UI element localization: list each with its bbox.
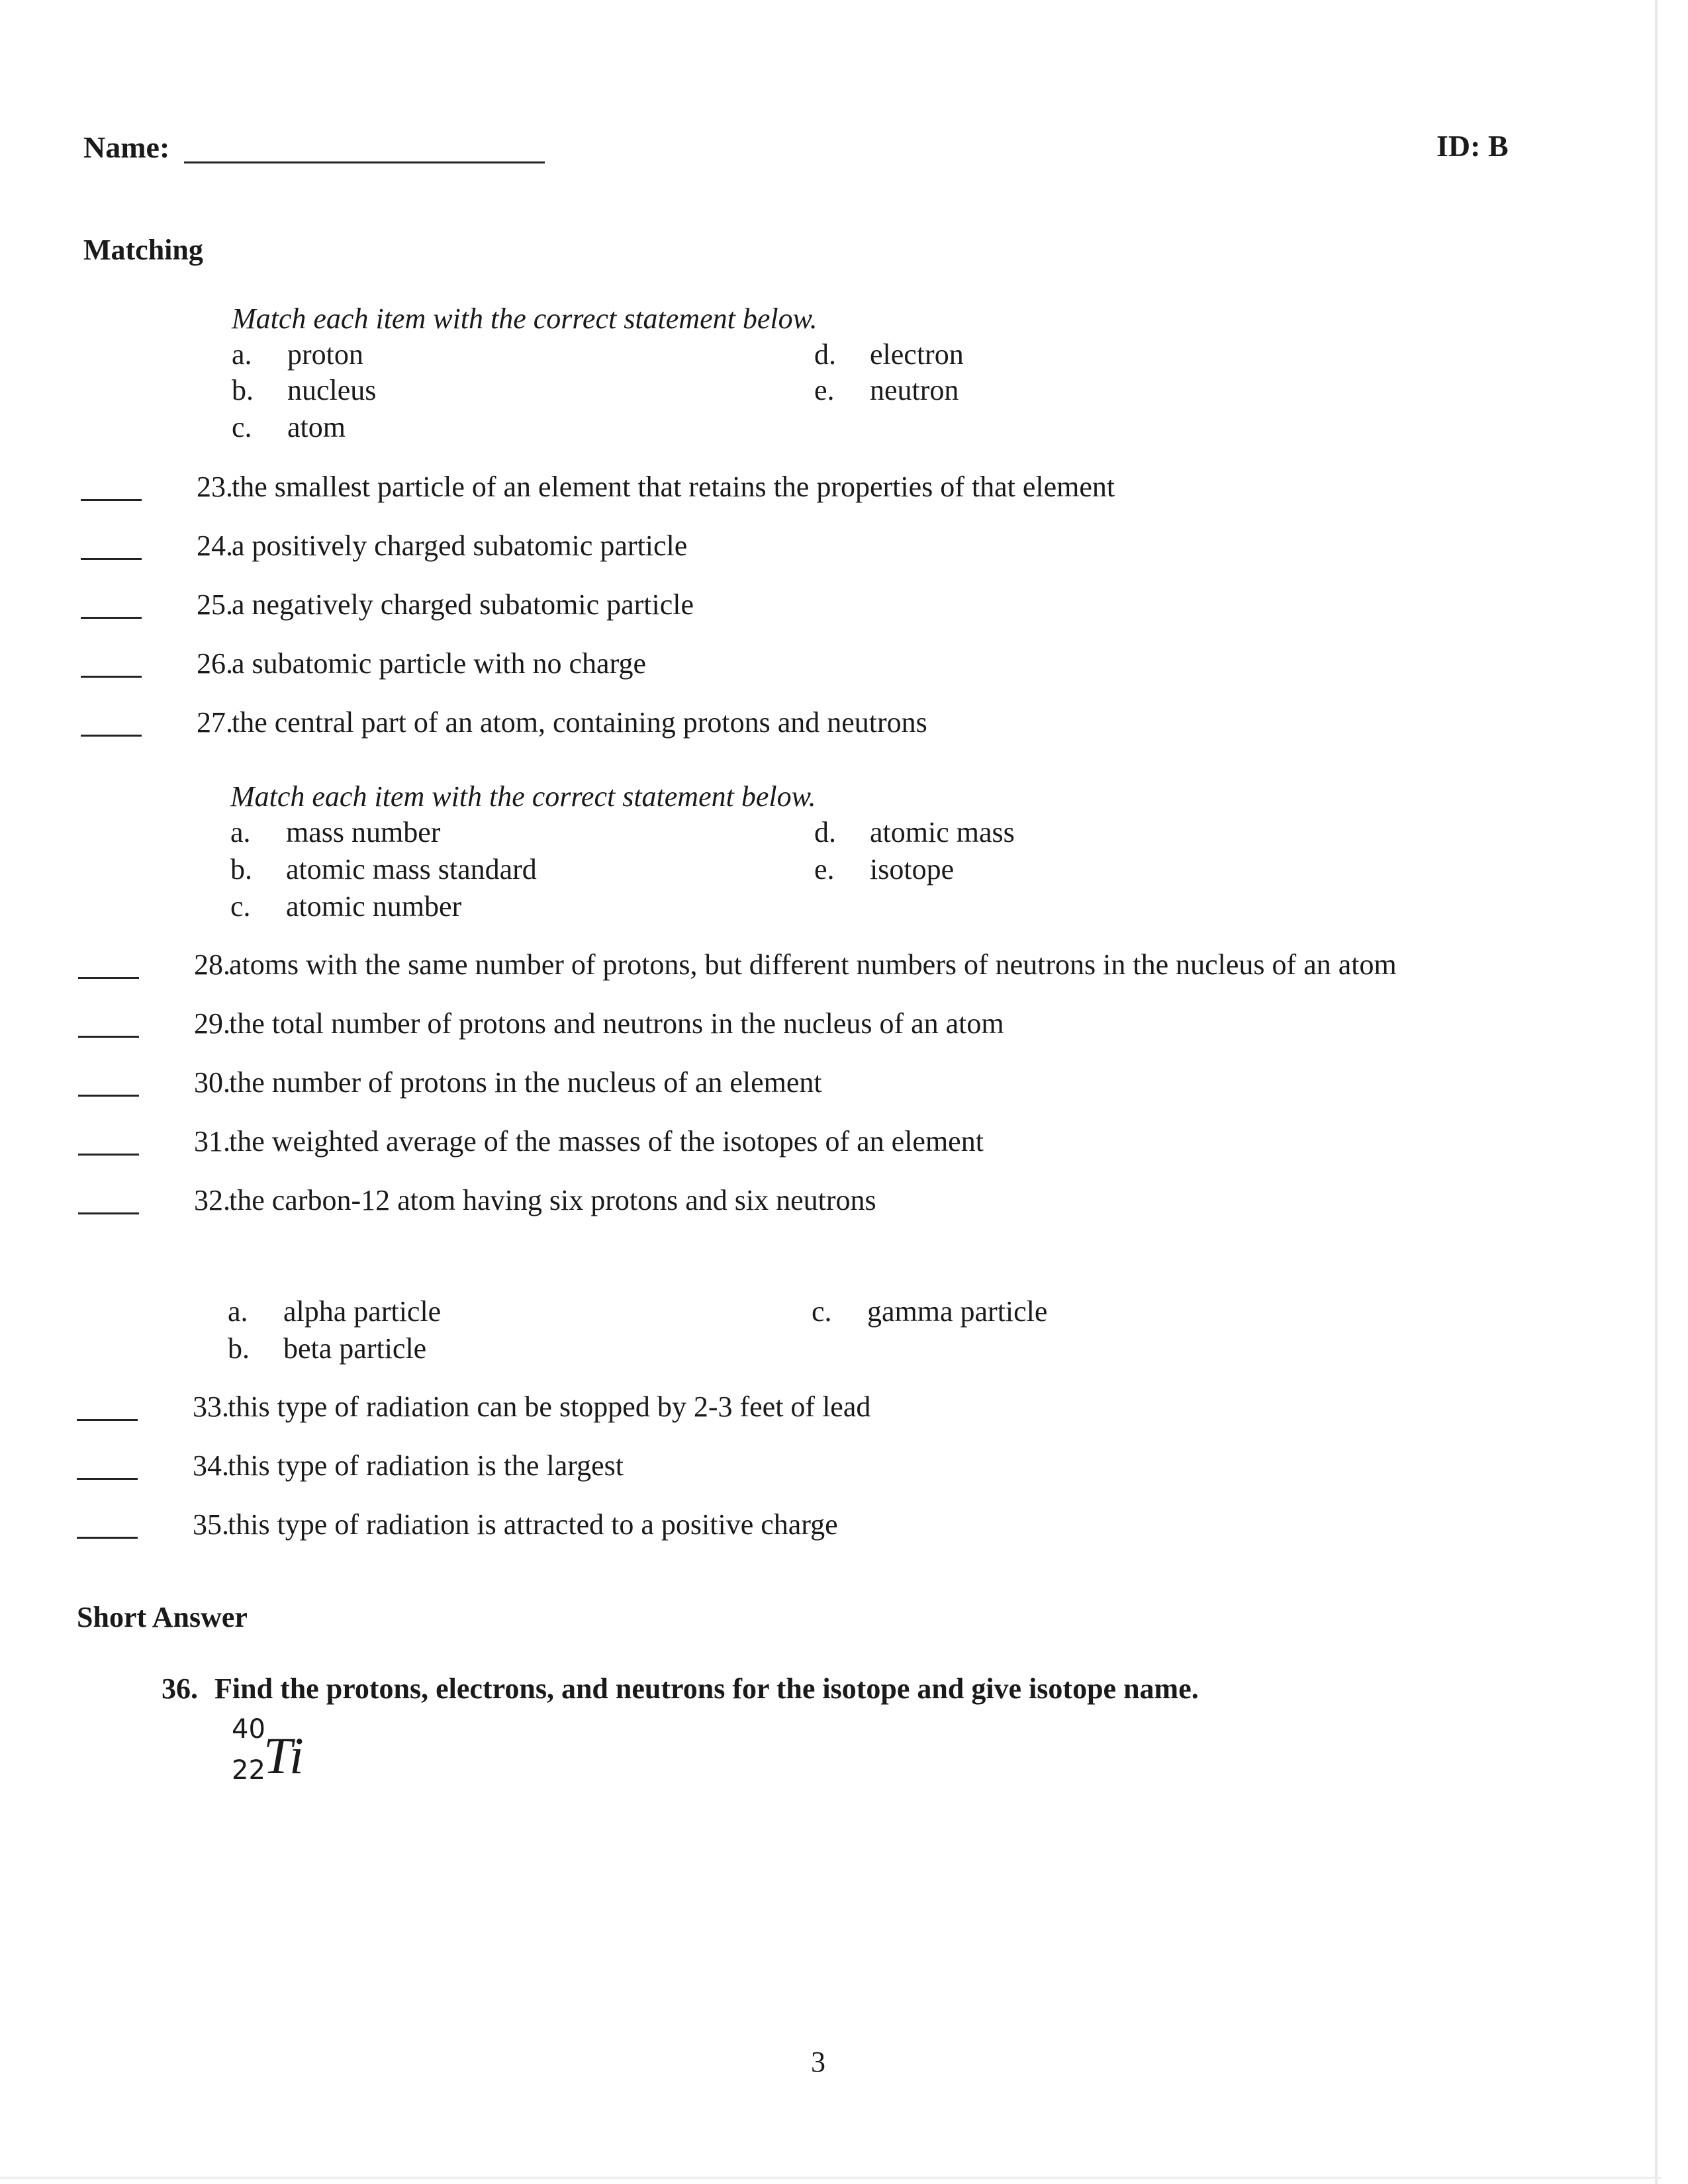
question-number: 33. [193,1390,229,1423]
answer-blank[interactable] [78,977,139,979]
option-letter: c. [812,1295,832,1328]
question-text: the total number of protons and neutrons in the nucleus of an atom [229,1007,1004,1040]
question-number: 32. [194,1184,230,1216]
group1-option-b [232,373,376,407]
option-text: atomic mass [870,816,1015,848]
question-number: 34. [193,1449,229,1482]
isotope-symbol [225,1714,357,1794]
option-text: mass number [286,816,441,848]
group2-option-e [814,852,954,886]
option-text: atom [287,411,346,443]
question-text: the number of protons in the nucleus of an element [229,1066,822,1099]
answer-blank[interactable] [81,676,142,678]
question-text: atoms with the same number of protons, but different numbers of neutrons in the nucleus of an atom [229,948,1397,981]
question-36 [162,1672,1199,1706]
question-number: 28. [194,948,230,981]
question-text: the carbon-12 atom having six protons and six neutrons [229,1184,876,1216]
group2-option-b [230,852,537,886]
option-text: isotope [870,853,955,886]
option-letter: e. [814,374,835,406]
answer-blank[interactable] [77,1537,138,1539]
group1-option-c [232,410,346,444]
group1-option-e [814,373,959,407]
question-number: 29. [194,1007,230,1040]
question-number: 23. [197,471,233,503]
question-number: 30. [194,1066,230,1099]
question-text: this type of radiation can be stopped by 2-3 feet of lead [228,1390,871,1423]
page-number: 3 [811,2046,825,2078]
question-number: 25. [197,588,233,621]
id-label: ID: B [1436,129,1509,163]
answer-blank[interactable] [81,558,142,560]
question-number: 35. [193,1508,229,1541]
question-text: this type of radiation is attracted to a positive charge [228,1508,838,1541]
question-text: the weighted average of the masses of the isotopes of an element [229,1125,984,1158]
option-text: proton [287,338,363,371]
group2-option-c [230,889,461,923]
answer-blank[interactable] [78,1212,139,1214]
page-edge [1655,0,1658,2184]
question-text: Find the protons, electrons, and neutrons for the isotope and give isotope name. [214,1672,1199,1705]
option-letter: b. [232,374,254,406]
option-text: beta particle [283,1332,427,1365]
group2-option-d [814,815,1015,849]
question-number: 31. [194,1125,230,1158]
question-number: 27. [197,706,233,739]
question-text: a subatomic particle with no charge [232,647,646,680]
matching-section-title: Matching [83,234,203,266]
name-label: Name: [83,130,170,164]
question-number: 24. [197,529,233,562]
option-letter: b. [228,1332,250,1365]
option-letter: b. [230,853,252,886]
answer-blank[interactable] [81,499,142,501]
option-letter: a. [230,816,251,848]
option-letter: e. [814,853,835,886]
option-letter: c. [232,411,252,443]
group1-instruction: Match each item with the correct statement below. [232,302,818,335]
option-text: alpha particle [283,1295,442,1328]
question-text: the central part of an atom, containing protons and neutrons [232,706,927,739]
question-text: the smallest particle of an element that retains the properties of that element [232,471,1115,503]
answer-blank[interactable] [81,617,142,619]
option-letter: c. [230,890,251,923]
option-letter: a. [228,1295,248,1328]
answer-blank[interactable] [78,1154,139,1156]
answer-blank[interactable] [77,1419,138,1421]
option-letter: d. [814,338,836,371]
option-letter: d. [814,816,836,848]
group3-option-c [812,1295,1047,1328]
question-number: 26. [197,647,233,680]
question-number: 36. [162,1672,198,1705]
option-text: electron [870,338,964,371]
option-text: nucleus [287,374,377,406]
answer-blank[interactable] [77,1478,138,1480]
group1-option-d [814,338,964,371]
answer-blank[interactable] [78,1095,139,1097]
option-text: gamma particle [867,1295,1048,1328]
page-bottom-edge [0,2177,1662,2179]
short-answer-section-title: Short Answer [77,1601,248,1633]
answer-blank[interactable] [78,1036,139,1038]
option-letter: a. [232,338,252,371]
group1-option-a [232,338,363,371]
question-text: a positively charged subatomic particle [232,529,688,562]
group3-option-b [228,1332,426,1365]
group2-instruction: Match each item with the correct statement below. [230,780,816,813]
option-text: neutron [870,374,959,406]
answer-blank[interactable] [81,735,142,737]
group3-option-a [228,1295,441,1328]
atomic-number: 22 [232,1755,265,1786]
question-text: this type of radiation is the largest [228,1449,624,1482]
element-symbol: Ti [263,1727,304,1784]
option-text: atomic number [286,890,462,923]
group2-option-a [230,815,440,849]
question-text: a negatively charged subatomic particle [232,588,694,621]
option-text: atomic mass standard [286,853,537,886]
name-field[interactable] [184,161,545,163]
mass-number: 40 [232,1714,265,1745]
